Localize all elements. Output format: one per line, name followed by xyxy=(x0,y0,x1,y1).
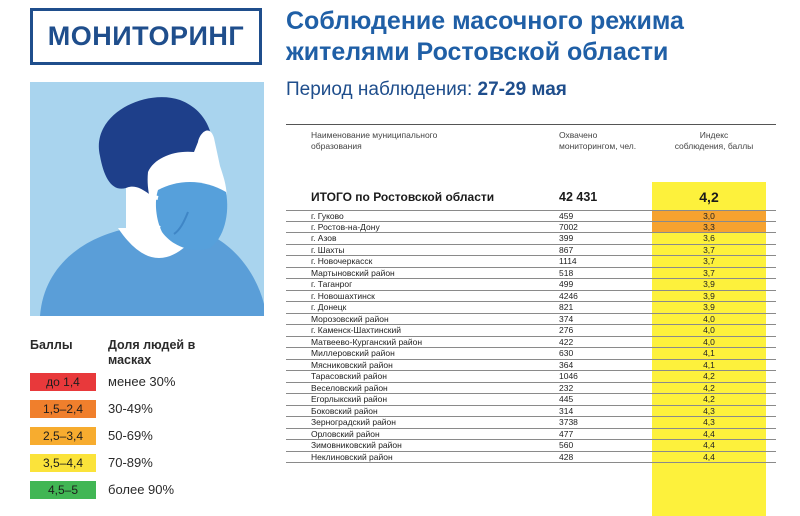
cell-name: г. Азов xyxy=(311,233,337,244)
cell-name: г. Донецк xyxy=(311,302,347,313)
cell-count: 560 xyxy=(559,440,574,451)
table-row xyxy=(286,440,776,452)
cell-index: 4,4 xyxy=(703,440,715,450)
cell-index: 4,2 xyxy=(703,382,715,393)
legend-swatch: 3,5–4,4 xyxy=(30,454,96,472)
cell-index: 4,1 xyxy=(703,359,715,370)
table-row xyxy=(286,417,776,429)
observation-period-label: Период наблюдения: xyxy=(286,79,473,100)
cell-count: 428 xyxy=(559,451,574,462)
table-row xyxy=(286,348,776,360)
cell-name: Морозовский район xyxy=(311,313,389,324)
legend-share: 30-49% xyxy=(108,401,153,416)
cell-name: Неклиновский район xyxy=(311,451,393,462)
legend-item xyxy=(30,424,270,447)
column-header-count: Охвачено мониторингом, чел. xyxy=(559,130,637,151)
cell-index: 3,7 xyxy=(703,267,715,278)
masked-person-illustration xyxy=(30,82,264,316)
cell-name: Веселовский район xyxy=(311,382,388,393)
cell-name: Миллеровский район xyxy=(311,348,395,359)
observation-period-value: 27-29 мая xyxy=(477,79,567,100)
table-row xyxy=(286,245,776,257)
cell-index: 3,9 xyxy=(703,290,715,301)
cell-index: 3,7 xyxy=(703,256,715,266)
cell-index: 4,3 xyxy=(703,405,715,416)
cell-index: 3,0 xyxy=(652,211,766,221)
cell-name: Орловский район xyxy=(311,428,380,439)
cell-index: 3,9 xyxy=(703,302,715,312)
legend-item xyxy=(30,451,270,474)
legend-share: 50-69% xyxy=(108,428,153,443)
legend-header xyxy=(30,338,270,370)
total-count: 42 431 xyxy=(559,190,598,204)
table-row xyxy=(286,233,776,245)
cell-name: Зимовниковский район xyxy=(311,440,402,451)
cell-index: 4,0 xyxy=(703,313,715,324)
table-row xyxy=(286,337,776,349)
cell-count: 499 xyxy=(559,279,574,290)
cell-index: 4,4 xyxy=(703,451,715,462)
legend-item xyxy=(30,478,270,501)
legend-swatch: 2,5–3,4 xyxy=(30,427,96,445)
cell-name: г. Ростов-на-Дону xyxy=(311,221,380,232)
cell-index: 3,6 xyxy=(703,233,715,243)
observation-period xyxy=(286,79,567,101)
cell-name: г. Таганрог xyxy=(311,279,353,290)
total-row xyxy=(286,186,776,208)
page-title: Соблюдение масочного режима жителями Ростовской области xyxy=(286,7,684,66)
cell-count: 276 xyxy=(559,325,574,336)
legend-share: 70-89% xyxy=(108,455,153,470)
cell-count: 374 xyxy=(559,313,574,324)
table-row xyxy=(286,314,776,326)
cell-index: 3,3 xyxy=(652,222,766,233)
legend-swatch: до 1,4 xyxy=(30,373,96,391)
cell-count: 459 xyxy=(559,210,574,221)
legend-item xyxy=(30,370,270,393)
cell-name: Мясниковский район xyxy=(311,359,393,370)
cell-count: 232 xyxy=(559,382,574,393)
legend-share: менее 30% xyxy=(108,374,176,389)
table-rows xyxy=(286,210,776,463)
cell-count: 364 xyxy=(559,359,574,370)
header-rule xyxy=(286,124,776,125)
legend-item xyxy=(30,397,270,420)
cell-count: 4246 xyxy=(559,290,578,301)
cell-count: 399 xyxy=(559,233,574,244)
table-row xyxy=(286,371,776,383)
cell-count: 1114 xyxy=(559,256,577,267)
cell-count: 422 xyxy=(559,336,574,347)
column-header-name: Наименование муниципального образования xyxy=(311,130,438,151)
table-row xyxy=(286,383,776,395)
table-row xyxy=(286,291,776,303)
total-name: ИТОГО по Ростовской области xyxy=(311,190,495,204)
table-row xyxy=(286,360,776,372)
cell-count: 630 xyxy=(559,348,574,359)
cell-name: Боковский район xyxy=(311,405,378,416)
cell-index: 4,0 xyxy=(703,336,715,347)
cell-name: г. Каменск-Шахтинский xyxy=(311,325,402,336)
cell-count: 867 xyxy=(559,244,574,255)
table-row xyxy=(286,279,776,291)
cell-index: 4,3 xyxy=(703,417,715,427)
table-row xyxy=(286,325,776,337)
cell-index: 4,2 xyxy=(703,371,715,381)
cell-index: 4,0 xyxy=(703,325,715,335)
cell-count: 821 xyxy=(559,302,574,313)
table-row xyxy=(286,452,776,464)
cell-name: Мартыновский район xyxy=(311,267,395,278)
legend-swatch: 4,5–5 xyxy=(30,481,96,499)
score-legend xyxy=(30,338,270,505)
cell-count: 314 xyxy=(559,405,574,416)
table-row xyxy=(286,302,776,314)
cell-name: г. Гуково xyxy=(311,210,344,221)
cell-count: 518 xyxy=(559,267,574,278)
cell-count: 1046 xyxy=(559,371,578,382)
cell-index: 4,4 xyxy=(703,428,715,439)
cell-name: Тарасовский район xyxy=(311,371,387,382)
monitoring-badge: МОНИТОРИНГ xyxy=(30,8,262,65)
cell-count: 3738 xyxy=(559,417,578,428)
table-row xyxy=(286,210,776,222)
table-row xyxy=(286,268,776,280)
cell-name: г. Новочеркасск xyxy=(311,256,373,267)
cell-index: 3,9 xyxy=(703,279,715,289)
cell-name: Егорлыкский район xyxy=(311,394,388,405)
cell-name: г. Шахты xyxy=(311,244,345,255)
total-index: 4,2 xyxy=(699,189,719,205)
legend-rows xyxy=(30,370,270,501)
legend-header-score: Баллы xyxy=(30,338,73,352)
legend-swatch: 1,5–2,4 xyxy=(30,400,96,418)
cell-count: 477 xyxy=(559,428,574,439)
cell-index: 3,7 xyxy=(703,244,715,255)
cell-name: г. Новошахтинск xyxy=(311,290,375,301)
cell-name: Зерноградский район xyxy=(311,417,396,428)
cell-name: Матвеево-Курганский район xyxy=(311,336,423,347)
table-row xyxy=(286,429,776,441)
legend-share: более 90% xyxy=(108,482,175,497)
table-row xyxy=(286,256,776,268)
legend-header-share: Доля людей в масках xyxy=(108,338,196,367)
table-row xyxy=(286,222,776,234)
table-row xyxy=(286,394,776,406)
column-header-index: Индекс соблюдения, баллы xyxy=(674,130,754,151)
table-row xyxy=(286,406,776,418)
cell-count: 445 xyxy=(559,394,574,405)
cell-index: 4,2 xyxy=(703,394,715,404)
compliance-table xyxy=(286,120,776,516)
cell-count: 7002 xyxy=(559,221,578,232)
cell-index: 4,1 xyxy=(703,348,715,358)
